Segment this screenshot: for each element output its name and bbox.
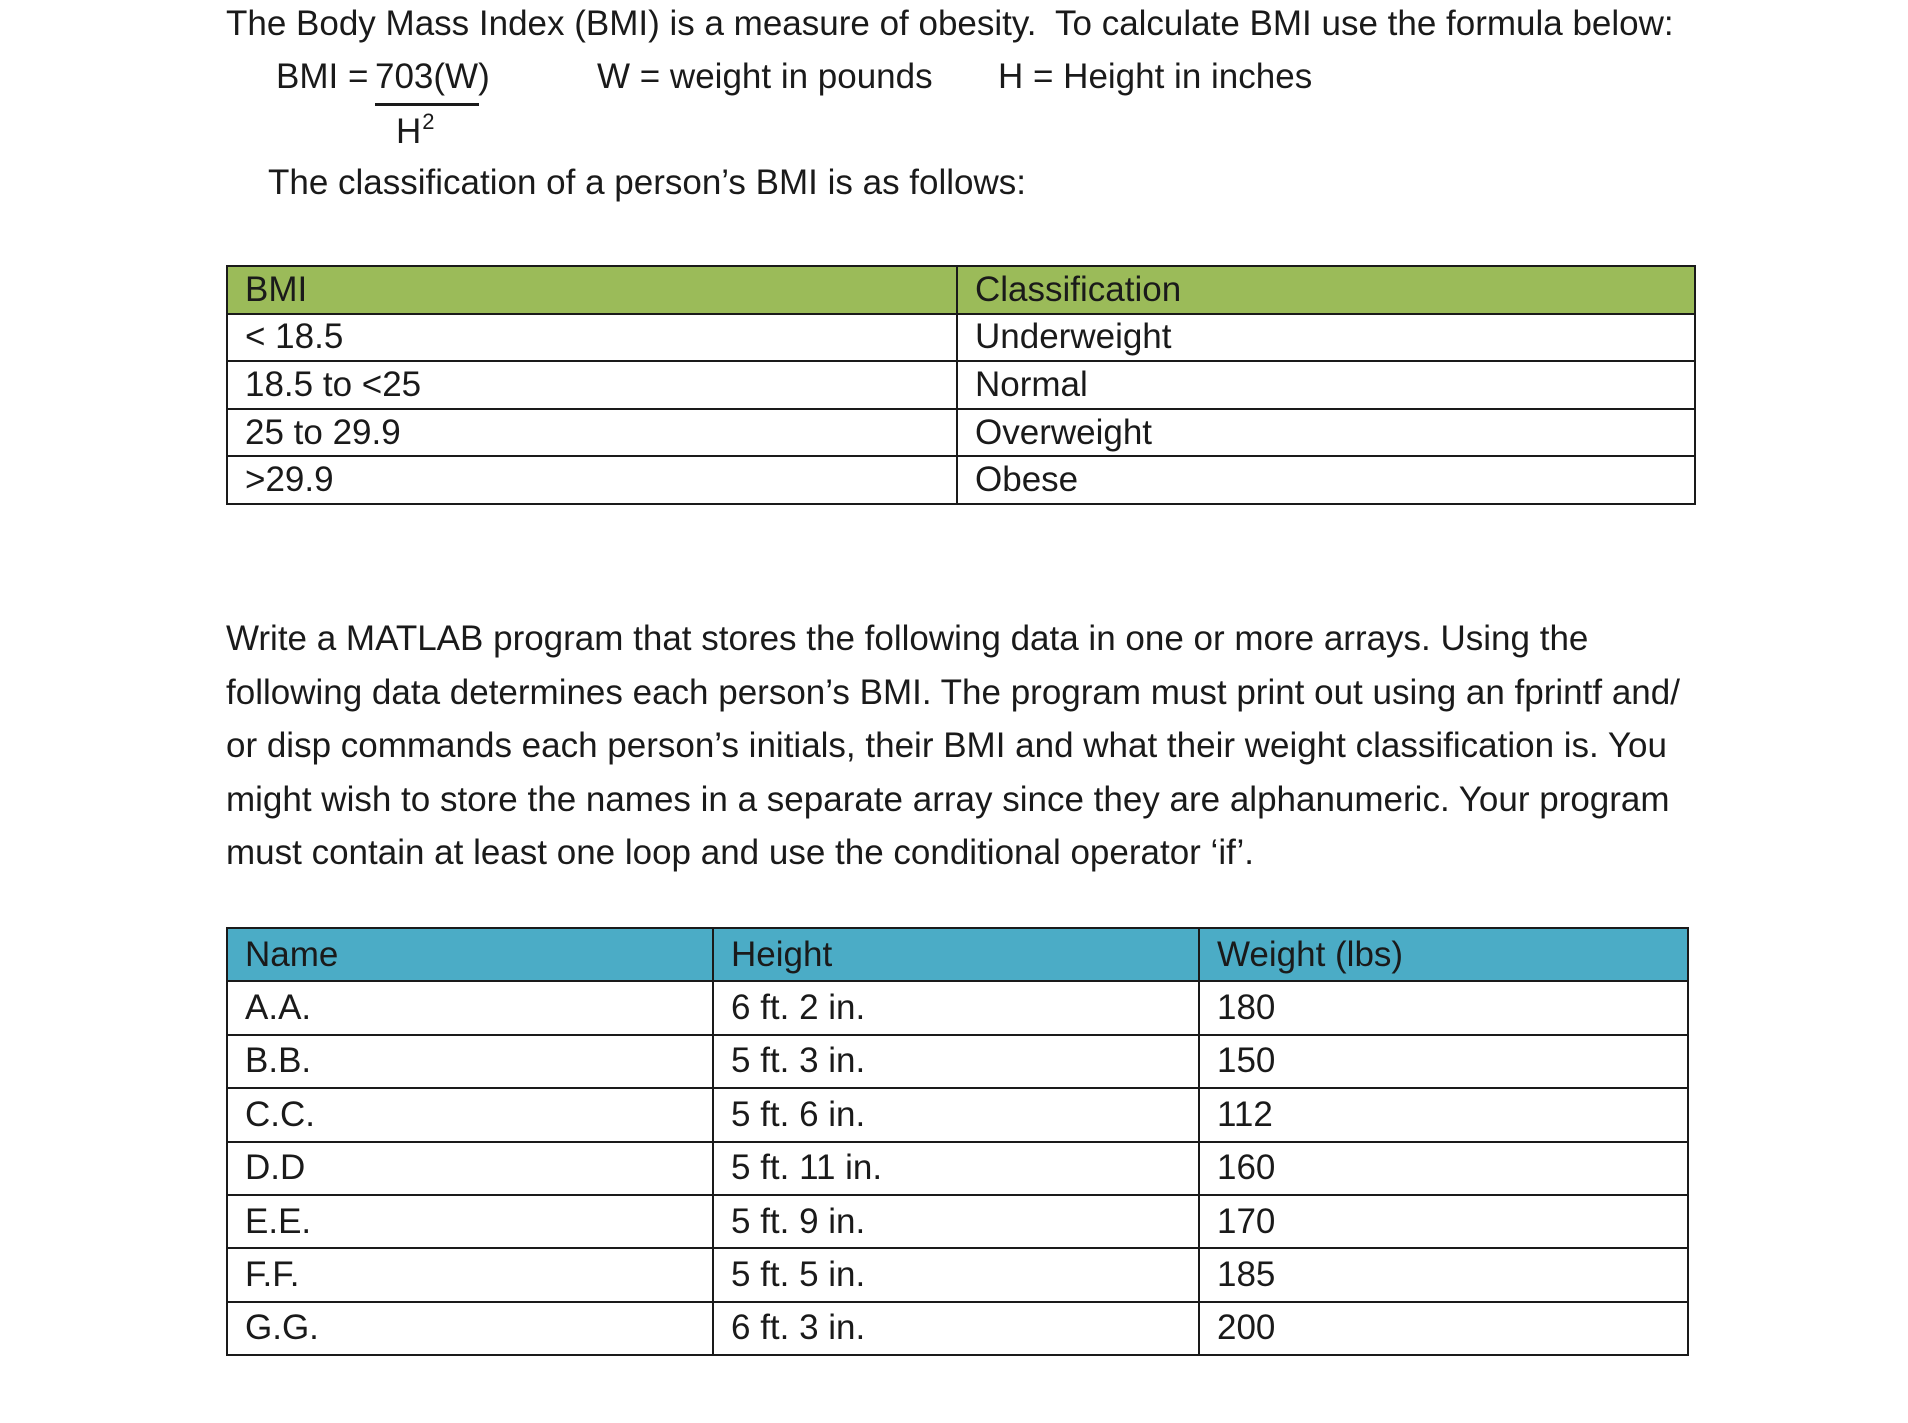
table-header-row — [227, 266, 1695, 314]
weight-cell: 170 — [1199, 1195, 1688, 1248]
classification-cell: Underweight — [957, 314, 1695, 362]
table-row — [227, 1195, 1688, 1248]
people-data-table — [226, 927, 1689, 1356]
weight-cell: 180 — [1199, 981, 1688, 1034]
height-cell: 5 ft. 11 in. — [713, 1142, 1199, 1195]
formula-lhs: BMI = — [276, 57, 369, 96]
instructions-paragraph — [226, 612, 1726, 880]
instructions-line: might wish to store the names in a separate array since they are alphanumeric. Your program — [226, 779, 1670, 819]
table-row — [227, 456, 1695, 504]
classification-cell: Overweight — [957, 409, 1695, 457]
formula-fraction-bar — [375, 103, 479, 106]
table-row — [227, 314, 1695, 362]
weight-cell: 150 — [1199, 1035, 1688, 1088]
table-row — [227, 1248, 1688, 1301]
name-cell: C.C. — [227, 1088, 713, 1141]
bmi-range-cell: < 18.5 — [227, 314, 957, 362]
name-cell: F.F. — [227, 1248, 713, 1301]
header-cell-classification: Classification — [957, 266, 1695, 314]
instructions-line: following data determines each person’s BMI. The program must print out using an fprintf and/ — [226, 672, 1680, 712]
bmi-range-cell: >29.9 — [227, 456, 957, 504]
classification-intro: The classification of a person’s BMI is as follows: — [268, 163, 1027, 202]
height-cell: 5 ft. 3 in. — [713, 1035, 1199, 1088]
formula-denominator-exponent: 2 — [422, 109, 435, 134]
name-cell: D.D — [227, 1142, 713, 1195]
header-cell-height: Height — [713, 928, 1199, 981]
header-cell-weight: Weight (lbs) — [1199, 928, 1688, 981]
height-cell: 6 ft. 2 in. — [713, 981, 1199, 1034]
weight-cell: 160 — [1199, 1142, 1688, 1195]
classification-cell: Normal — [957, 361, 1695, 409]
table-header-row — [227, 928, 1688, 981]
weight-cell: 112 — [1199, 1088, 1688, 1141]
instructions-line: Write a MATLAB program that stores the following data in one or more arrays. Using the — [226, 619, 1589, 658]
table-row — [227, 1302, 1688, 1355]
bmi-range-cell: 25 to 29.9 — [227, 409, 957, 457]
intro-text-left: The Body Mass Index (BMI) is a measure of obesity. — [226, 4, 1037, 43]
formula-h-definition: H = Height in inches — [998, 57, 1313, 96]
name-cell: B.B. — [227, 1035, 713, 1088]
weight-cell: 200 — [1199, 1302, 1688, 1355]
table-row — [227, 981, 1688, 1034]
header-cell-name: Name — [227, 928, 713, 981]
height-cell: 5 ft. 9 in. — [713, 1195, 1199, 1248]
bmi-classification-table — [226, 265, 1696, 505]
intro-text-right: To calculate BMI use the formula below: — [1055, 4, 1674, 43]
height-cell: 6 ft. 3 in. — [713, 1302, 1199, 1355]
formula-numerator: 703(W) — [375, 57, 490, 96]
table-row — [227, 409, 1695, 457]
formula-w-definition: W = weight in pounds — [597, 57, 933, 96]
weight-cell: 185 — [1199, 1248, 1688, 1301]
name-cell: G.G. — [227, 1302, 713, 1355]
instructions-line: must contain at least one loop and use the conditional operator ‘if’. — [226, 833, 1254, 872]
name-cell: E.E. — [227, 1195, 713, 1248]
table-row — [227, 1142, 1688, 1195]
instructions-line: or disp commands each person’s initials, their BMI and what their weight classification is. You — [226, 726, 1667, 765]
height-cell: 5 ft. 5 in. — [713, 1248, 1199, 1301]
formula-denominator-base: H — [396, 112, 422, 151]
table-row — [227, 1035, 1688, 1088]
classification-cell: Obese — [957, 456, 1695, 504]
table-row — [227, 1088, 1688, 1141]
formula-denominator — [396, 109, 435, 156]
height-cell: 5 ft. 6 in. — [713, 1088, 1199, 1141]
header-cell-bmi: BMI — [227, 266, 957, 314]
bmi-range-cell: 18.5 to <25 — [227, 361, 957, 409]
name-cell: A.A. — [227, 981, 713, 1034]
table-row — [227, 361, 1695, 409]
